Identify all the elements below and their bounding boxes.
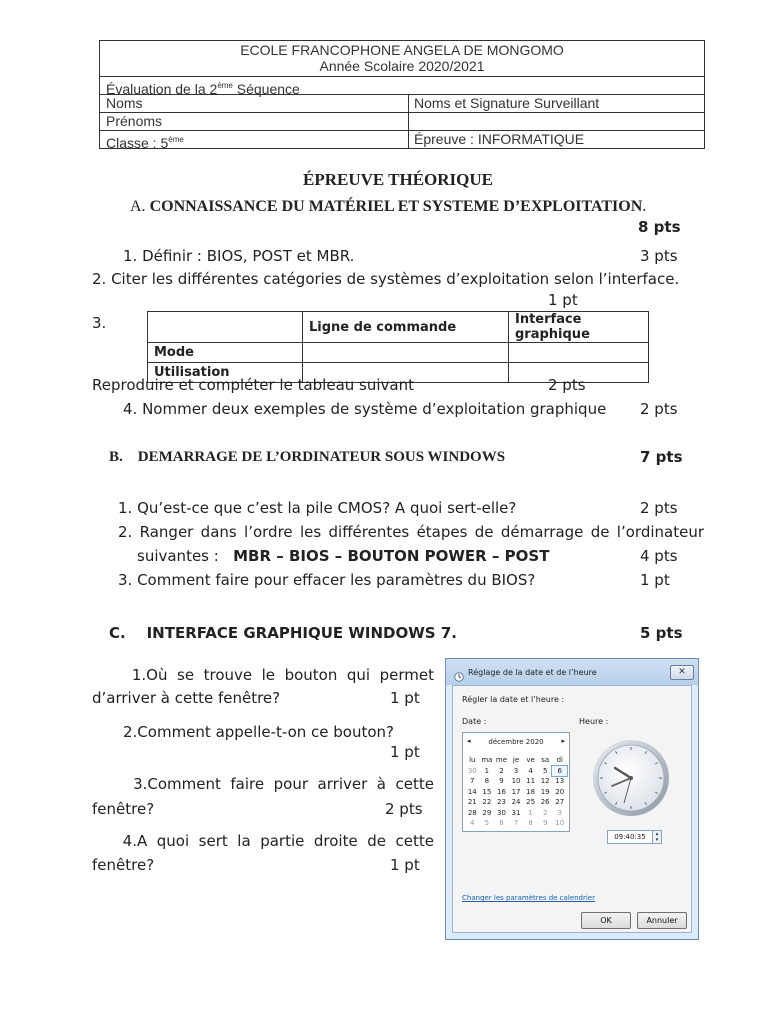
question-a4: 4. Nommer deux exemples de système d’exploitation graphique — [123, 400, 607, 418]
school-year: Année Scolaire 2020/2021 — [319, 58, 485, 74]
question-b1-points: 2 pts — [640, 499, 678, 517]
section-a-heading: A. CONNAISSANCE DU MATÉRIEL ET SYSTEME D’EXPLOITATION. — [130, 198, 647, 215]
calendar-week — [465, 808, 567, 819]
calendar-weekday: lu — [469, 756, 476, 764]
clock-app-icon — [454, 667, 464, 677]
table-header-gui: Interface graphique — [509, 312, 649, 343]
question-c4-points: 1 pt — [390, 856, 420, 874]
question-a4-points: 2 pts — [640, 400, 678, 418]
calendar-day[interactable]: 2 — [542, 808, 548, 817]
dialog-body — [452, 685, 692, 933]
calendar-day[interactable]: 4 — [528, 766, 533, 775]
calendar-day[interactable]: 27 — [555, 798, 565, 806]
calendar-week — [465, 766, 567, 777]
calendar-day[interactable]: 17 — [511, 787, 521, 796]
calendar-day[interactable]: 25 — [526, 798, 536, 806]
calendar-day[interactable]: 30 — [496, 808, 506, 817]
question-c4-line2: fenêtre? — [92, 856, 155, 874]
exam-title: ÉPREUVE THÉORIQUE — [302, 170, 494, 189]
calendar-day[interactable]: 28 — [467, 808, 477, 817]
table-cell-empty — [148, 312, 303, 343]
table-row-mode: Mode — [148, 343, 303, 363]
calendar-day[interactable]: 15 — [482, 787, 492, 796]
section-c-points: 5 pts — [640, 624, 683, 642]
instruction-label: Régler la date et l’heure : — [462, 695, 565, 704]
section-b-points: 7 pts — [640, 448, 683, 466]
calendar-day[interactable]: 29 — [482, 808, 492, 817]
calendar-week — [465, 797, 567, 808]
question-a3-points: 2 pts — [548, 376, 586, 394]
calendar-day[interactable]: 6 — [552, 766, 567, 777]
calendar-day[interactable]: 5 — [542, 766, 548, 775]
table-cell — [509, 343, 649, 363]
table-cell — [303, 343, 509, 363]
table-row-utilisation: Utilisation — [148, 363, 303, 383]
question-a2: 2. Citer les différentes catégories de systèmes d’exploitation selon l’interface. — [92, 270, 680, 288]
calendar-day[interactable]: 8 — [484, 777, 490, 785]
question-c4-line1: 4.A quoi sert la partie droite de cette — [122, 832, 434, 850]
calendar[interactable] — [462, 732, 570, 832]
question-c1-line2: d’arriver à cette fenêtre? — [92, 689, 281, 707]
calendar-day[interactable]: 24 — [511, 798, 521, 806]
date-label: Date : — [462, 717, 487, 726]
calendar-day[interactable]: 11 — [526, 777, 536, 785]
calendar-day[interactable]: 5 — [484, 819, 490, 827]
question-c3-line2: fenêtre? — [92, 800, 155, 818]
question-c1-line1: 1.Où se trouve le bouton qui permet — [131, 666, 434, 684]
table-row — [148, 312, 649, 343]
question-c2-points: 1 pt — [390, 743, 420, 761]
calendar-day[interactable]: 9 — [499, 777, 504, 785]
time-label: Heure : — [579, 717, 609, 726]
calendar-day[interactable]: 26 — [540, 798, 550, 806]
time-spinner[interactable]: ▴ ▾ — [652, 830, 662, 844]
question-a1: 1. Définir : BIOS, POST et MBR. — [123, 247, 355, 265]
calendar-day[interactable]: 19 — [540, 787, 550, 796]
calendar-weekday: ve — [526, 756, 535, 764]
next-month-icon[interactable]: ▸ — [561, 737, 565, 745]
noms-label: Noms — [106, 95, 143, 111]
question-c3-line1: 3.Comment faire pour arriver à cette — [133, 775, 434, 793]
datetime-dialog — [445, 658, 699, 940]
calendar-day[interactable]: 31 — [511, 808, 521, 817]
calendar-day[interactable]: 21 — [467, 798, 477, 806]
calendar-day[interactable]: 23 — [496, 798, 506, 806]
calendar-month: décembre 2020 — [488, 738, 544, 746]
section-c-heading: C. INTERFACE GRAPHIQUE WINDOWS 7. — [109, 624, 457, 642]
question-a1-points: 3 pts — [640, 247, 678, 265]
question-b2-line2: suivantes : MBR – BIOS – BOUTON POWER – POST — [137, 547, 550, 565]
calendar-weekday: ma — [481, 756, 493, 764]
calendar-day[interactable]: 30 — [467, 766, 477, 775]
os-table — [147, 311, 649, 383]
dialog-title: Réglage de la date et de l’heure — [468, 668, 597, 677]
calendar-settings-link[interactable]: Changer les paramètres de calendrier — [462, 894, 595, 902]
evaluation-label: Évaluation de la 2ème Séquence — [106, 81, 300, 97]
calendar-day[interactable]: 22 — [482, 798, 492, 806]
header-table — [99, 40, 705, 149]
calendar-day[interactable]: 2 — [499, 766, 504, 775]
analog-clock — [591, 738, 671, 818]
calendar-weekday-row — [465, 755, 567, 766]
prev-month-icon[interactable]: ◂ — [467, 737, 471, 745]
table-header-cli: Ligne de commande — [303, 312, 509, 343]
question-b1: 1. Qu’est-ce que c’est la pile CMOS? A quoi sert-elle? — [118, 499, 517, 517]
calendar-day[interactable]: 14 — [467, 787, 477, 796]
question-b2-points: 4 pts — [640, 547, 678, 565]
question-b2-line1: 2. Ranger dans l’ordre les différentes étapes de démarrage de l’ordinateur — [118, 523, 704, 541]
epreuve-label: Épreuve : INFORMATIQUE — [414, 131, 585, 147]
calendar-day[interactable]: 9 — [542, 819, 548, 827]
question-a3: Reproduire et compléter le tableau suivant — [92, 376, 414, 394]
calendar-week — [465, 787, 567, 798]
question-a2-points: 1 pt — [548, 291, 578, 309]
cancel-button[interactable]: Annuler — [637, 912, 687, 929]
calendar-day[interactable]: 3 — [513, 766, 519, 775]
calendar-day[interactable]: 16 — [496, 787, 506, 796]
close-icon[interactable]: ✕ — [670, 665, 694, 680]
calendar-day[interactable]: 1 — [528, 808, 533, 817]
section-a-points: 8 pts — [638, 218, 681, 236]
question-c3-points: 2 pts — [385, 800, 423, 818]
prenoms-row — [100, 112, 704, 130]
ok-button[interactable]: OK — [581, 912, 631, 929]
calendar-day[interactable]: 4 — [470, 819, 475, 827]
calendar-day[interactable]: 13 — [555, 777, 565, 785]
time-input[interactable]: 09:40:35 — [607, 830, 653, 844]
table-row — [148, 343, 649, 363]
calendar-day[interactable]: 10 — [511, 777, 521, 785]
evaluation-row — [100, 76, 704, 97]
calendar-day[interactable]: 20 — [555, 787, 565, 796]
surveillant-label: Noms et Signature Surveillant — [414, 95, 600, 111]
boot-steps: MBR – BIOS – BOUTON POWER – POST — [233, 547, 550, 565]
question-b3: 3. Comment faire pour effacer les paramètres du BIOS? — [118, 571, 536, 589]
school-name: ECOLE FRANCOPHONE ANGELA DE MONGOMO — [240, 42, 564, 58]
calendar-week — [465, 818, 567, 829]
calendar-day[interactable]: 7 — [513, 819, 519, 827]
calendar-day[interactable]: 1 — [484, 766, 490, 775]
calendar-day[interactable]: 12 — [540, 777, 550, 785]
calendar-day[interactable]: 7 — [470, 777, 475, 785]
dialog-titlebar — [446, 659, 698, 685]
calendar-weekday: sa — [541, 756, 550, 764]
calendar-day[interactable]: 8 — [528, 819, 533, 827]
calendar-weekday: me — [495, 756, 508, 764]
question-c1-points: 1 pt — [390, 689, 420, 707]
classe-label: Classe : 5ème — [106, 135, 184, 151]
header-title-cell — [100, 41, 704, 76]
section-b-heading: B. DEMARRAGE DE L’ORDINATEUR SOUS WINDOWS — [109, 449, 506, 465]
question-b3-points: 1 pt — [640, 571, 670, 589]
calendar-day[interactable]: 6 — [499, 819, 504, 827]
classe-row — [100, 130, 704, 151]
prenoms-label: Prénoms — [106, 113, 163, 129]
calendar-day[interactable]: 10 — [555, 819, 565, 827]
calendar-grid — [465, 755, 567, 829]
calendar-weekday: di — [556, 756, 563, 764]
calendar-day[interactable]: 18 — [526, 787, 536, 796]
calendar-day[interactable]: 3 — [557, 808, 562, 817]
calendar-weekday: je — [512, 756, 520, 764]
calendar-week — [465, 776, 567, 787]
question-c2: 2.Comment appelle-t-on ce bouton? — [123, 723, 395, 741]
noms-row — [100, 94, 704, 112]
question-a3-number: 3. — [92, 314, 107, 332]
